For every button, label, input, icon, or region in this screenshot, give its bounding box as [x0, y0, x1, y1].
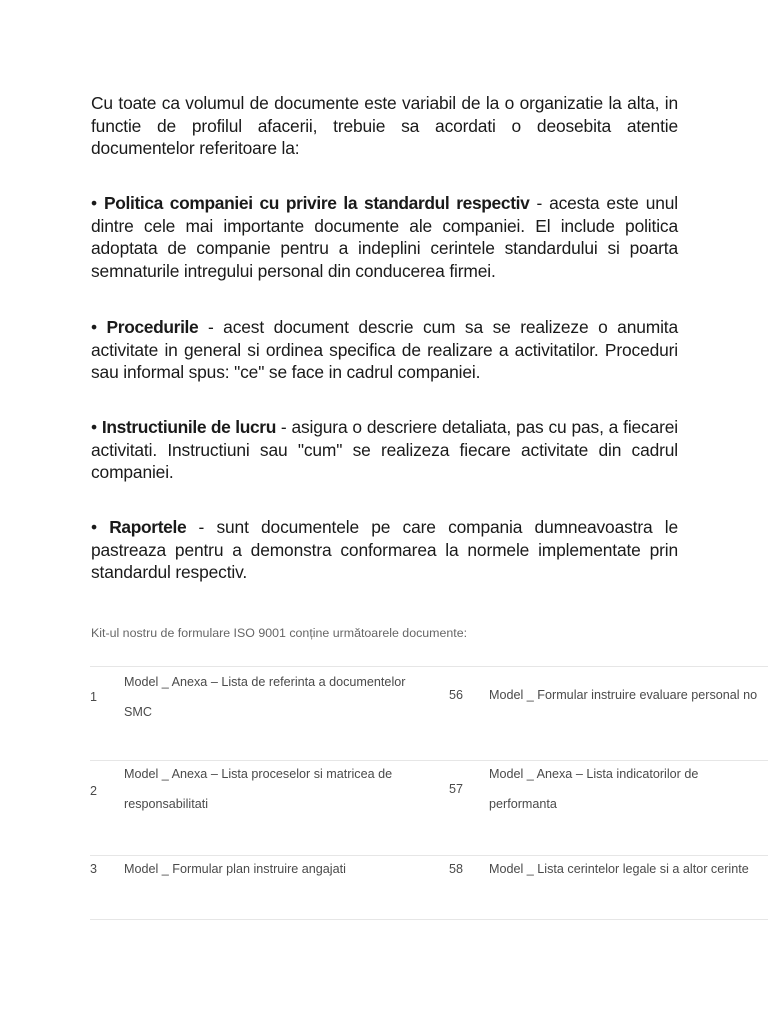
document-name-continued: performanta	[489, 797, 557, 811]
bullet: •	[91, 317, 107, 337]
document-name: Model _ Anexa – Lista de referinta a documentelor	[124, 675, 406, 689]
document-item-proceduri	[91, 316, 678, 384]
item-description: - acest document descrie cum sa se realizeze o anumita activitate in general si ordinea specifica de realizare a activitatilor. Proceduri sau informal spus: "ce" se face in cadrul companiei.	[91, 317, 678, 383]
row-number: 58	[449, 862, 464, 876]
bullet: •	[91, 417, 102, 437]
table-row	[90, 666, 768, 760]
document-name-continued: SMC	[124, 705, 152, 719]
table-row	[90, 855, 768, 919]
document-name: Model _ Formular plan instruire angajati	[124, 862, 346, 876]
document-item-raportele	[91, 516, 678, 584]
bullet: •	[91, 193, 104, 213]
table-bottom-border	[90, 919, 768, 920]
document-name: Model _ Lista cerintelor legale si a altor cerinte	[489, 862, 749, 876]
item-description: - acesta este unul dintre cele mai importante documente ale companiei. El include politica adoptata de companie pentru a indeplini cerintele standardului si poarta semnaturile intregului personal din conducerea firmei.	[91, 193, 678, 281]
kit-heading: Kit-ul nostru de formulare ISO 9001 conține următoarele documente:	[91, 626, 468, 640]
row-number: 3	[90, 862, 98, 876]
document-name: Model _ Anexa – Lista indicatorilor de	[489, 767, 699, 781]
item-description: - asigura o descriere detaliata, pas cu pas, a fiecarei activitati. Instructiuni sau "cum" se realizeza fiecare activitate din cadrul companiei.	[91, 417, 678, 483]
item-title: Raportele	[109, 517, 187, 537]
document-name: Model _ Formular instruire evaluare personal no	[489, 688, 758, 702]
documents-table	[90, 666, 768, 920]
item-description: - sunt documentele pe care compania dumneavoastra le pastreaza pentru a demonstra conformarea la normele implementate prin standardul respectiv.	[91, 517, 678, 583]
row-number: 2	[90, 784, 98, 798]
document-item-instructiuni	[91, 416, 678, 484]
document-name: Model _ Anexa – Lista proceselor si matricea de	[124, 767, 393, 781]
table-row	[90, 760, 768, 855]
document-item-politica	[91, 192, 678, 282]
item-title: Politica companiei cu privire la standardul respectiv	[103, 193, 530, 213]
item-title: Procedurile	[106, 317, 199, 337]
bullet: •	[91, 517, 110, 537]
intro-paragraph: Cu toate ca volumul de documente este variabil de la o organizatie la alta, in functie de profilul afacerii, trebuie sa acordati o deosebita atentie documentelor referitoare la:	[91, 93, 678, 159]
document-name-continued: responsabilitati	[124, 797, 209, 811]
row-number: 56	[449, 688, 464, 702]
row-number: 57	[449, 782, 464, 796]
row-number: 1	[90, 690, 98, 704]
item-title: Instructiunile de lucru	[101, 417, 276, 437]
